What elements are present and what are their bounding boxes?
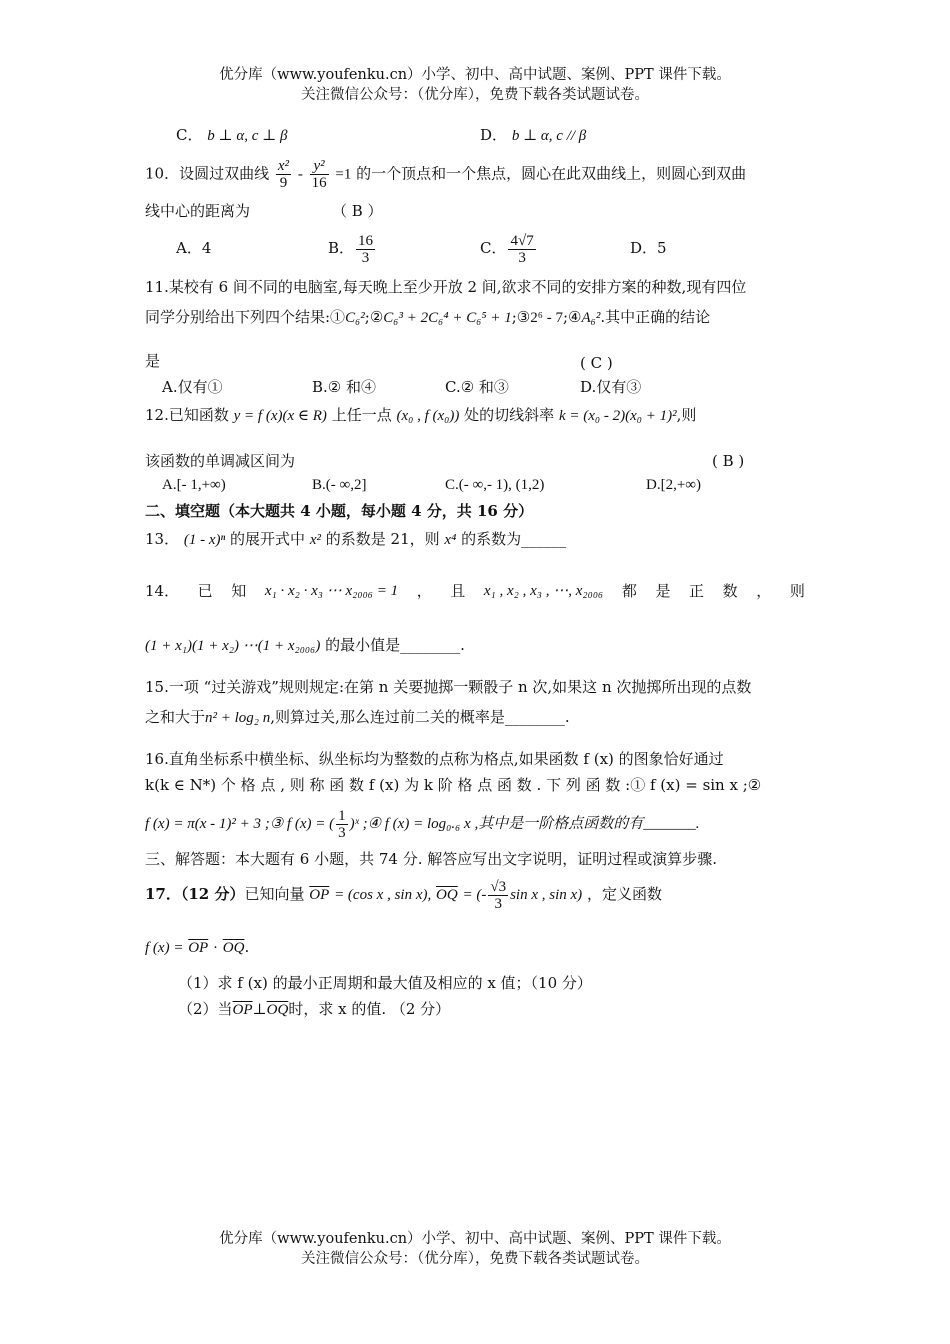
q11-answer: ( C ) [580,354,613,372]
q12-option-b: B.(- ∞,2] [312,477,367,493]
q14-stem: 14． 已 知 x₁ · x₂ · x₃ ⋯ x₂₀₀₆ = 1 ， 且 x₁ , x₂ , x₃ , ⋯, x₂₀₀₆ 都 是 正 数 ， 则 [145,582,805,600]
q17-part-1: （1）求 f (x) 的最小正周期和最大值及相应的 x 值；（10 分） [178,974,592,992]
q10-option-d: D．5 [630,239,667,257]
q10-option-a: A．4 [176,239,212,257]
q17-stem: 17．（12 分）已知向量 $\overline{OP} = (\cos$ x , sin x), $\overline{OQ}$ = (- $\frac{√3}{3}$ sin x , sin x) ，定义函数 [145,878,662,912]
q12-stem: 12.已知函数 y = f (x)(x ∈ R) 上任一点 (x₀ , f (x₀)) 处的切线斜率 k = (x₀ - 2)(x₀ + 1)²,则 [145,406,697,424]
q11-stem-line1: 11.某校有 6 间不同的电脑室,每天晚上至少开放 2 间,欲求不同的安排方案的种数,现有四位 [145,278,747,296]
q17-part-2: （2）当$\overline{OP}\perp\overline{OQ}$时，求 x 的值. （2 分） [178,1000,451,1018]
q10-frac-y: $\frac{\text{y²}}{16}$ [311,158,327,191]
q9-option-c: C． b ⊥ α, c ⊥ β [176,126,288,144]
q15-stem-line2: 之和大于n² + log₂ n,则算过关,那么连过前二关的概率是________. [145,708,570,726]
q13-stem: 13． (1 - x)ⁿ 的展开式中 x² 的系数是 21，则 x⁴ 的系数为______ [145,530,567,548]
q17-definition: f $(x) = \overline{OP} \cdot \overline{OQ}$. [145,938,250,956]
q9-option-d: D． b ⊥ α, c // β [480,126,587,144]
q15-stem-line1: 15.一项 “过关游戏”规则规定:在第 n 关要抛掷一颗骰子 n 次,如果这 n 次抛掷所出现的点数 [145,678,752,696]
q12-option-a: A.[- 1,+∞) [162,477,226,493]
header-line-1: 优分库（www.youfenku.cn）小学、初中、高中试题、案例、PPT 课件下载。 [219,67,731,83]
q16-stem-line2: k(k ∈ N*) 个 格 点 , 则 称 函 数 f (x) 为 k 阶 格 点 函 数 . 下 列 函 数 :① f (x) = sin x ;② [145,776,762,794]
q11-option-b: B.② 和④ [312,378,377,396]
header-line-2: 关注微信公众号：（优分库），免费下载各类试题试卷。 [301,87,649,103]
q10-option-b: B． $\frac{16}{3}$ [328,232,374,266]
q10-answer: （ B ） [332,202,383,220]
section-2-heading: 二、填空题（本大题共 4 小题，每小题 4 分，共 16 分） [145,502,534,520]
q11-option-a: A.仅有① [162,378,223,396]
q12-option-c: C.(- ∞,- 1), (1,2) [445,477,545,493]
q9-option-c-expr: b ⊥ α, c ⊥ β [207,128,288,144]
q10-stem-line2: 线中心的距离为 [145,202,251,220]
q10-option-c: C． $\frac{4√7}{3}$ [480,232,534,266]
q12-answer: ( B ) [712,452,745,470]
section-3-heading: 三、解答题：本大题有 6 小题，共 74 分. 解答应写出文字说明，证明过程或演算步骤. [145,850,718,868]
q14-stem-line2: (1 + x₁)(1 + x₂) ⋯(1 + x₂₀₀₆) 的最小值是________. [145,636,465,654]
footer-line-2: 关注微信公众号：（优分库），免费下载各类试题试卷。 [301,1251,649,1267]
footer-line-1: 优分库（www.youfenku.cn）小学、初中、高中试题、案例、PPT 课件下载。 [219,1231,731,1247]
q11-option-d: D.仅有③ [580,378,642,396]
q11-stem-line3: 是 [145,352,161,370]
vector-oq: $\overline{OQ}$ [436,887,458,903]
q16-stem-line3: f (x) = π(x - 1)² + 3 ;③ f (x) = ( $\frac{1}{3}$ )ˣ ;④ f (x) = log₀.₆ x ,其中是一阶格点函数的有_______. [145,807,700,841]
q10-stem: 10．设圆过双曲线 $\frac{\text{x²}}{9}$ - $\frac{\text{y²}}{16}$ =1 的一个顶点和一个焦点，圆心在此双曲线上，则圆心到双曲 [145,158,747,191]
vector-op: $\overline{OP}$ [309,887,330,903]
q12-option-d: D.[2,+∞) [646,477,701,493]
q11-stem-line2: 同学分别给出下列四个结果:①C₆²;②C₆³ + 2C₆⁴ + C₆⁵ + 1;③2⁶ - 7;④A₆².其中正确的结论 [145,308,711,326]
q10-frac-x: $\frac{\text{x²}}{9}$ [277,158,290,191]
q11-option-c: C.② 和③ [445,378,509,396]
q12-stem-line2: 该函数的单调减区间为 [145,452,296,470]
q16-stem-line1: 16.直角坐标系中横坐标、纵坐标均为整数的点称为格点,如果函数 f (x) 的图象恰好通过 [145,750,724,768]
q9-option-d-expr: b ⊥ α, c // β [511,128,587,144]
